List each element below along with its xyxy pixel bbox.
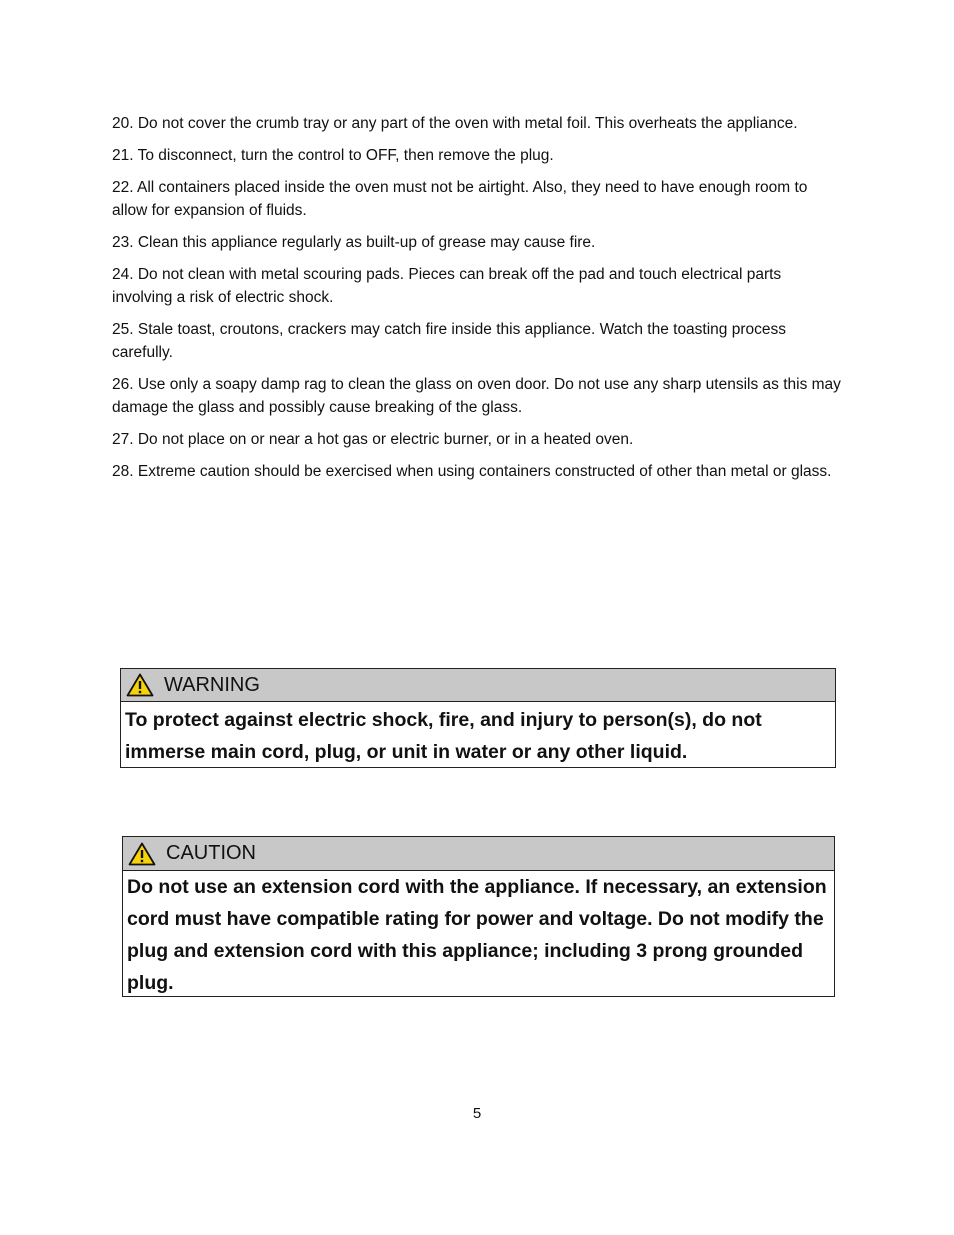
list-item: 27. Do not place on or near a hot gas or electric burner, or in a heated oven. [112, 431, 634, 448]
caution-box [122, 836, 835, 997]
list-item: 26. Use only a soapy damp rag to clean the glass on oven door. Do not use any sharp utensils as this may damage the glass and possibly cause breaking of the glass. [112, 376, 841, 416]
caution-header [123, 837, 834, 871]
warning-text: To protect against electric shock, fire, and injury to person(s), do not immerse main cord, plug, or unit in water or any other liquid. [125, 709, 762, 763]
warning-triangle-icon [126, 673, 154, 697]
list-item: 23. Clean this appliance regularly as built-up of grease may cause fire. [112, 234, 596, 251]
list-item: 28. Extreme caution should be exercised when using containers constructed of other than metal or glass. [112, 463, 832, 480]
warning-triangle-icon [128, 842, 156, 866]
list-item: 20. Do not cover the crumb tray or any part of the oven with metal foil. This overheats the appliance. [112, 115, 798, 132]
caution-text: Do not use an extension cord with the appliance. If necessary, an extension cord must have compatible rating for power and voltage. Do not modify the plug and extension cord with this appliance; including 3 prong grounded plug. [127, 876, 827, 994]
list-item: 21. To disconnect, turn the control to OFF, then remove the plug. [112, 147, 554, 164]
instruction-list [112, 112, 842, 492]
warning-header [121, 669, 835, 702]
page-number: 5 [472, 1105, 482, 1122]
list-item: 24. Do not clean with metal scouring pads. Pieces can break off the pad and touch electrical parts involving a risk of electric shock. [112, 266, 782, 306]
warning-title: WARNING [164, 673, 260, 696]
warning-box [120, 668, 836, 768]
list-item: 22. All containers placed inside the oven must not be airtight. Also, they need to have enough room to allow for expansion of fluids. [112, 179, 808, 219]
list-item: 25. Stale toast, croutons, crackers may catch fire inside this appliance. Watch the toasting process carefully. [112, 321, 787, 361]
caution-title: CAUTION [166, 842, 256, 864]
